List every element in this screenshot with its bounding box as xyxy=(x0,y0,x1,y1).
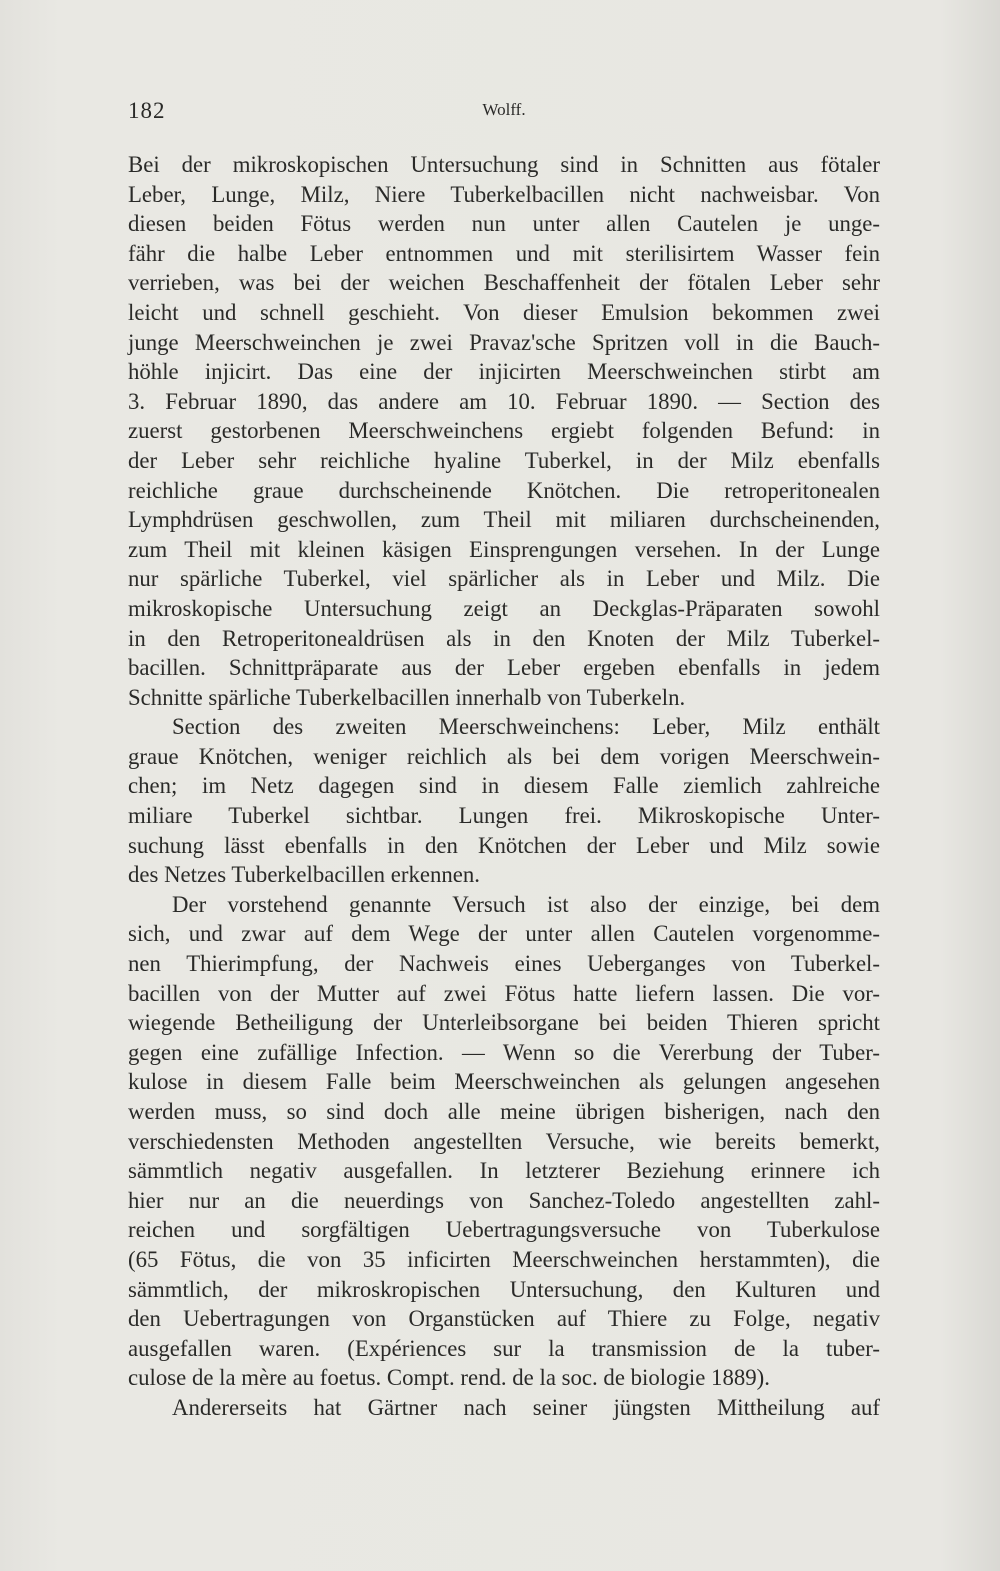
body-text xyxy=(128,150,880,1423)
text-line: bacillen von der Mutter auf zwei Fötus hatte liefern lassen. Die vor- xyxy=(128,980,880,1006)
page-header xyxy=(128,98,880,128)
text-line: reichen und sorgfältigen Uebertragungsversuche von Tuberkulose xyxy=(128,1217,880,1243)
text-line: diesen beiden Fötus werden nun unter allen Cautelen je unge- xyxy=(128,211,880,237)
text-line: den Uebertragungen von Organstücken auf Thiere zu Folge, negativ xyxy=(128,1306,880,1332)
text-line: hier nur an die neuerdings von Sanchez-Toledo angestellten zahl- xyxy=(128,1187,880,1213)
text-line: der Leber sehr reichliche hyaline Tuberkel, in der Milz ebenfalls xyxy=(128,447,880,473)
text-line: sämmtlich, der mikroskropischen Untersuchung, den Kulturen und xyxy=(128,1276,880,1302)
text-line: kulose in diesem Falle beim Meerschweinchen als gelungen angesehen xyxy=(128,1069,880,1095)
page-number: 182 xyxy=(128,98,166,123)
running-head: Wolff. xyxy=(482,100,526,119)
text-line: leicht und schnell geschieht. Von dieser Emulsion bekommen zwei xyxy=(128,299,880,325)
text-line: in den Retroperitonealdrüsen als in den Knoten der Milz Tuberkel- xyxy=(128,625,880,651)
text-line: (65 Fötus, die von 35 inficirten Meerschweinchen herstammten), die xyxy=(128,1246,880,1272)
text-line: reichliche graue durchscheinende Knötchen. Die retroperitonealen xyxy=(128,477,880,503)
text-line: nen Thierimpfung, der Nachweis eines Ueberganges von Tuberkel- xyxy=(128,951,880,977)
text-line: zum Theil mit kleinen käsigen Einsprengungen versehen. In der Lunge xyxy=(128,536,880,562)
text-line: Andererseits hat Gärtner nach seiner jüngsten Mittheilung auf xyxy=(172,1394,880,1420)
text-line: zuerst gestorbenen Meerschweinchens ergiebt folgenden Befund: in xyxy=(128,418,880,444)
text-line: suchung lässt ebenfalls in den Knötchen der Leber und Milz sowie xyxy=(128,832,880,858)
text-line: verrieben, was bei der weichen Beschaffenheit der fötalen Leber sehr xyxy=(128,270,880,296)
text-line: ausgefallen waren. (Expériences sur la transmission de la tuber- xyxy=(128,1335,880,1361)
text-line: culose de la mère au foetus. Compt. rend. de la soc. de biologie 1889). xyxy=(128,1365,770,1391)
text-line: sämmtlich negativ ausgefallen. In letzterer Beziehung erinnere ich xyxy=(128,1158,880,1184)
text-line: werden muss, so sind doch alle meine übrigen bisherigen, nach den xyxy=(128,1099,880,1124)
text-line: miliare Tuberkel sichtbar. Lungen frei. Mikroskopische Unter- xyxy=(128,803,880,829)
text-line: chen; im Netz dagegen sind in diesem Falle ziemlich zahlreiche xyxy=(128,773,880,799)
text-line: graue Knötchen, weniger reichlich als bei dem vorigen Meerschwein- xyxy=(128,743,880,769)
text-line: bacillen. Schnittpräparate aus der Leber ergeben ebenfalls in jedem xyxy=(128,655,880,681)
text-line: des Netzes Tuberkelbacillen erkennen. xyxy=(128,862,480,888)
text-line: junge Meerschweinchen je zwei Pravaz'sche Spritzen voll in die Bauch- xyxy=(128,329,880,355)
text-line: 3. Februar 1890, das andere am 10. Februar 1890. — Section des xyxy=(128,388,880,414)
text-line: Bei der mikroskopischen Untersuchung sind in Schnitten aus fötaler xyxy=(128,152,880,177)
text-line: wiegende Betheiligung der Unterleibsorgane bei beiden Thieren spricht xyxy=(128,1010,880,1036)
text-line: Schnitte spärliche Tuberkelbacillen innerhalb von Tuberkeln. xyxy=(128,684,686,710)
text-line: gegen eine zufällige Infection. — Wenn so die Vererbung der Tuber- xyxy=(128,1039,880,1065)
text-line: Leber, Lunge, Milz, Niere Tuberkelbacillen nicht nachweisbar. Von xyxy=(128,181,880,207)
text-line: Lymphdrüsen geschwollen, zum Theil mit miliaren durchscheinenden, xyxy=(128,507,880,533)
text-line: fähr die halbe Leber entnommen und mit sterilisirtem Wasser fein xyxy=(128,240,880,266)
text-line: Der vorstehend genannte Versuch ist also der einzige, bei dem xyxy=(172,891,880,917)
text-line: höhle injicirt. Das eine der injicirten Meerschweinchen stirbt am xyxy=(128,359,880,385)
text-line: sich, und zwar auf dem Wege der unter allen Cautelen vorgenomme- xyxy=(128,921,880,947)
text-line: nur spärliche Tuberkel, viel spärlicher als in Leber und Milz. Die xyxy=(128,566,880,592)
text-line: mikroskopische Untersuchung zeigt an Deckglas-Präparaten sowohl xyxy=(128,595,880,621)
text-line: verschiedensten Methoden angestellten Versuche, wie bereits bemerkt, xyxy=(128,1128,880,1154)
text-line: Section des zweiten Meerschweinchens: Leber, Milz enthält xyxy=(172,714,880,740)
